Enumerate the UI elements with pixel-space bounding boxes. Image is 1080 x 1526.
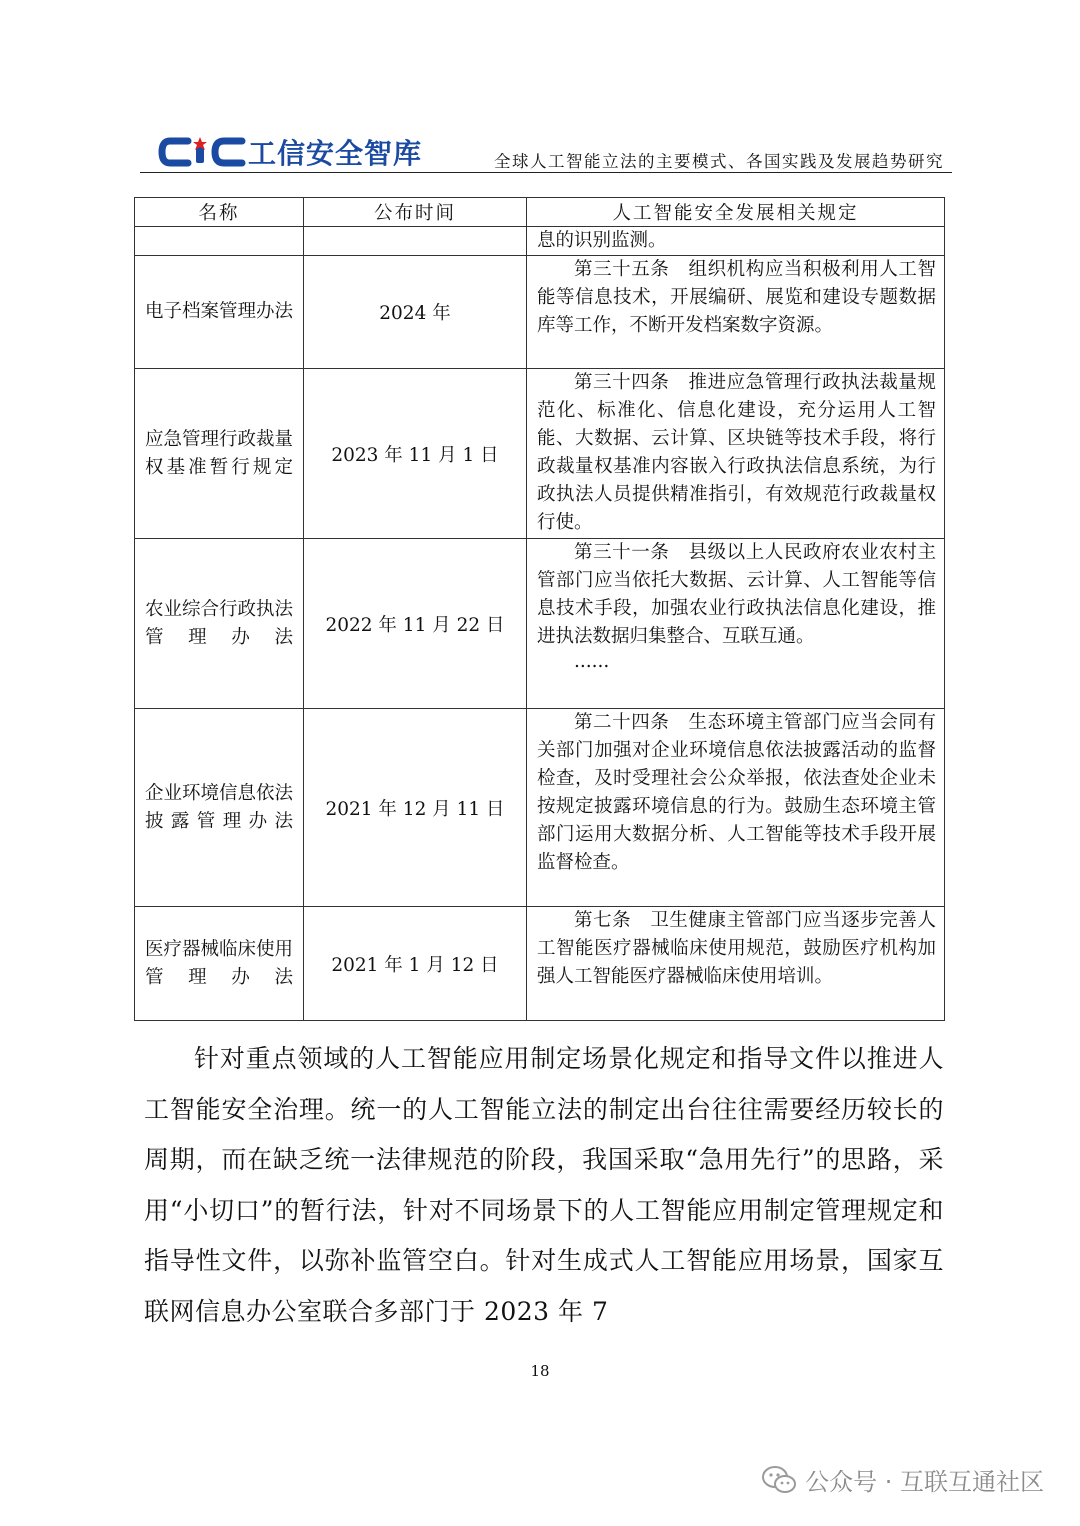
header-title: 全球人工智能立法的主要模式、各国实践及发展趋势研究: [494, 152, 944, 171]
publish-date: 2021 年 12 月 11 日: [304, 709, 527, 907]
body-paragraph: 针对重点领域的人工智能应用制定场景化规定和指导文件以推进人工智能安全治理。统一的人工智能立法的制定出台往往需要经历较长的周期，而在缺乏统一法律规范的阶段，我国采取“急用先行”的思路，采用“小切口”的暂行法，针对不同场景下的人工智能应用制定管理规定和指导性文件，以弥补监管空白。针对生成式人工智能应用场景，国家互联网信息办公室联合多部门于 2023 年 7: [144, 1044, 944, 1326]
publish-date: 2021 年 1 月 12 日: [304, 907, 527, 1021]
publish-date: 2023 年 11 月 1 日: [304, 369, 527, 539]
regulations-table: [134, 197, 945, 1021]
page-header: [140, 128, 952, 173]
provision-text: 第七条 卫生健康主管部门应当逐步完善人工智能医疗器械临床使用规范，鼓励医疗机构加强人工智能医疗器械临床使用培训。: [537, 910, 936, 987]
provision-cell: [527, 539, 945, 709]
cic-logo-mark: [158, 135, 246, 169]
publish-date: 2024 年: [304, 256, 527, 369]
regulation-name: 应急管理行政裁量权基准暂行规定: [135, 369, 304, 539]
publish-date: 2022 年 11 月 22 日: [304, 539, 527, 709]
provision-cell: [527, 227, 945, 256]
table-row: [135, 256, 945, 369]
regulation-name: [135, 227, 304, 256]
logo-text: 工信安全智库: [248, 137, 423, 170]
watermark: [761, 1462, 1044, 1497]
column-header-provision: 人工智能安全发展相关规定: [527, 198, 945, 227]
table-row: [135, 539, 945, 709]
column-header-date: 公布时间: [304, 198, 527, 227]
provision-cell: [527, 709, 945, 907]
column-header-name: 名称: [135, 198, 304, 227]
provision-text: 息的识别监测。: [537, 230, 667, 251]
cic-logo: [158, 134, 422, 170]
table-header-row: [135, 198, 945, 227]
provision-ellipsis: ......: [574, 651, 610, 672]
table-row: [135, 369, 945, 539]
table-row: [135, 227, 945, 256]
table-row: [135, 907, 945, 1021]
regulation-name: 企业环境信息依法披露管理办法: [135, 709, 304, 907]
provision-text: 第三十五条 组织机构应当积极利用人工智能等信息技术，开展编研、展览和建设专题数据库等工作，不断开发档案数字资源。: [537, 259, 936, 336]
provision-text: 第三十一条 县级以上人民政府农业农村主管部门应当依托大数据、云计算、人工智能等信息技术手段，加强农业行政执法信息化建设，推进执法数据归集整合、互联互通。: [537, 542, 936, 647]
wechat-icon: [761, 1465, 797, 1495]
publish-date: [304, 227, 527, 256]
regulation-name: 电子档案管理办法: [135, 256, 304, 369]
body-text: [144, 1034, 944, 1337]
page-number: 18: [530, 1362, 550, 1380]
regulation-name: 农业综合行政执法管理办法: [135, 539, 304, 709]
regulation-name: 医疗器械临床使用管理办法: [135, 907, 304, 1021]
provision-text: 第三十四条 推进应急管理行政执法裁量规范化、标准化、信息化建设，充分运用人工智能、大数据、云计算、区块链等技术手段，将行政裁量权基准内容嵌入行政执法信息系统，为行政执法人员提供精准指引，有效规范行政裁量权行使。: [537, 372, 936, 533]
table-row: [135, 709, 945, 907]
provision-cell: [527, 907, 945, 1021]
provision-cell: [527, 369, 945, 539]
provision-cell: [527, 256, 945, 369]
watermark-text: 公众号 · 互联互通社区: [805, 1468, 1044, 1496]
provision-text: 第二十四条 生态环境主管部门应当会同有关部门加强对企业环境信息依法披露活动的监督检查，及时受理社会公众举报，依法查处企业未按规定披露环境信息的行为。鼓励生态环境主管部门运用大数据分析、人工智能等技术手段开展监督检查。: [537, 712, 936, 873]
